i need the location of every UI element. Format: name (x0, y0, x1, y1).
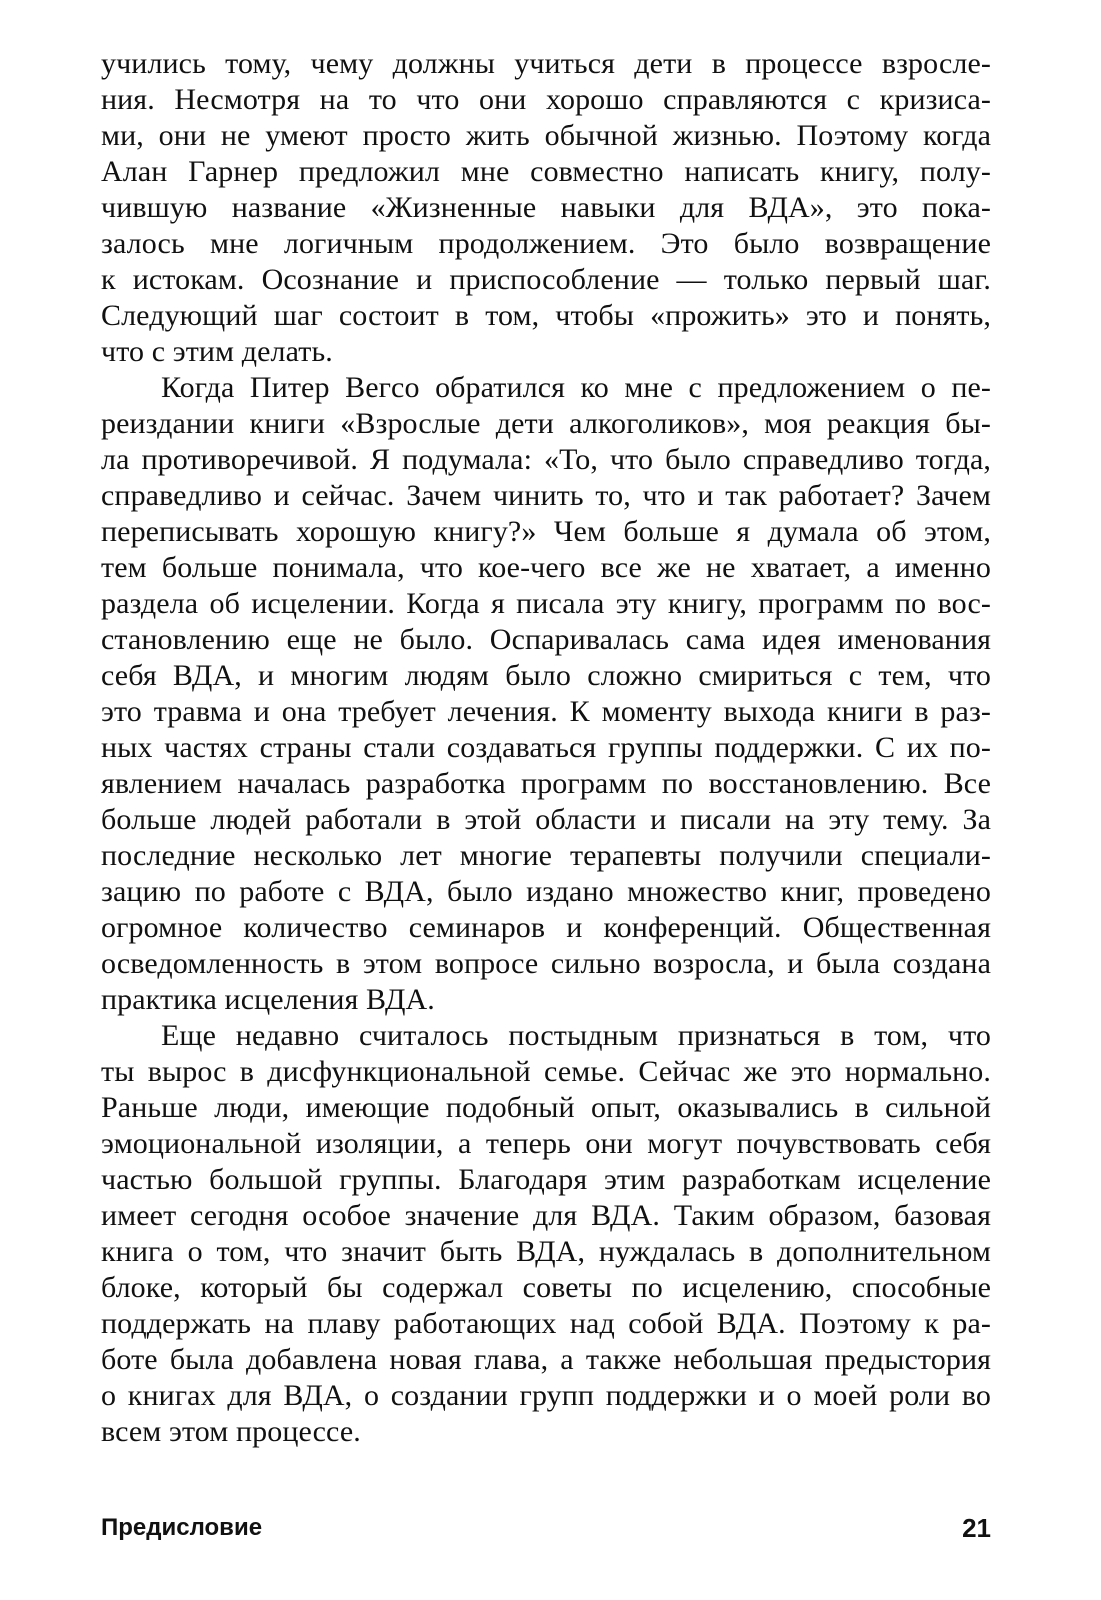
text-line: раздела об исцелении. Когда я писала эту книгу, программ по вос- (101, 587, 991, 620)
text-line: книга о том, что значит быть ВДА, нуждалась в дополнительном (101, 1235, 991, 1268)
text-line: частью большой группы. Благодаря этим разработкам исцеление (101, 1163, 991, 1196)
text-line: ми, они не умеют просто жить обычной жизнью. Поэтому когда (101, 119, 991, 152)
text-line: эмоциональной изоляции, а теперь они могут почувствовать себя (101, 1127, 991, 1160)
text-line: явлением началась разработка программ по восстановлению. Все (101, 767, 991, 800)
text-line: залось мне логичным продолжением. Это было возвращение (101, 227, 991, 260)
text-line: себя ВДА, и многим людям было сложно смириться с тем, что (101, 659, 991, 692)
text-line: поддержать на плаву работающих над собой ВДА. Поэтому к ра- (101, 1307, 991, 1340)
text-line: справедливо и сейчас. Зачем чинить то, что и так работает? Зачем (101, 479, 991, 512)
paragraph-1 (101, 46, 991, 370)
text-line: блоке, который бы содержал советы по исцелению, способные (101, 1271, 991, 1304)
text-line: учились тому, чему должны учиться дети в процессе взросле- (101, 47, 991, 80)
paragraph-2 (101, 370, 991, 1018)
text-line: имеет сегодня особое значение для ВДА. Таким образом, базовая (101, 1199, 991, 1232)
text-line: к истокам. Осознание и приспособление — только первый шаг. (101, 263, 991, 296)
text-line: это травма и она требует лечения. К моменту выхода книги в раз- (101, 695, 991, 728)
text-line: больше людей работали в этой области и писали на эту тему. За (101, 803, 991, 836)
text-line: Раньше люди, имеющие подобный опыт, оказывались в сильной (101, 1091, 991, 1124)
text-line: становлению еще не было. Оспаривалась сама идея именования (101, 623, 991, 656)
text-line: Следующий шаг состоит в том, чтобы «прожить» это и понять, (101, 299, 991, 332)
text-line: осведомленность в этом вопросе сильно возросла, и была создана (101, 947, 991, 980)
text-line: практика исцеления ВДА. (101, 983, 435, 1016)
text-line: боте была добавлена новая глава, а также небольшая предыстория (101, 1343, 991, 1376)
body-text (101, 46, 991, 1450)
text-line: огромное количество семинаров и конференций. Общественная (101, 911, 991, 944)
text-line: Алан Гарнер предложил мне совместно написать книгу, полу- (101, 155, 991, 188)
text-line: ния. Несмотря на то что они хорошо справляются с кризиса- (101, 83, 991, 116)
text-line: Еще недавно считалось постыдным признаться в том, что (161, 1019, 991, 1052)
text-line: тем больше понимала, что кое-чего все же не хватает, а именно (101, 551, 991, 584)
text-line: ных частях страны стали создаваться группы поддержки. С их по- (101, 731, 991, 764)
text-line: о книгах для ВДА, о создании групп поддержки и о моей роли во (101, 1379, 991, 1412)
running-footer-title: Предисловие (101, 1514, 263, 1541)
text-line: Когда Питер Вегсо обратился ко мне с предложением о пе- (161, 371, 991, 404)
text-line: что с этим делать. (101, 335, 333, 368)
text-line: переписывать хорошую книгу?» Чем больше я думала об этом, (101, 515, 991, 548)
text-line: последние несколько лет многие терапевты получили специали- (101, 839, 991, 872)
text-line: ты вырос в дисфункциональной семье. Сейчас же это нормально. (101, 1055, 991, 1088)
page-footer (101, 1510, 991, 1546)
text-line: чившую название «Жизненные навыки для ВДА», это пока- (101, 191, 991, 224)
text-line: реиздании книги «Взрослые дети алкоголиков», моя реакция бы- (101, 407, 991, 440)
paragraph-3 (101, 1018, 991, 1450)
text-line: ла противоречивой. Я подумала: «То, что было справедливо тогда, (101, 443, 991, 476)
text-line: всем этом процессе. (101, 1415, 361, 1448)
page-number: 21 (962, 1513, 991, 1543)
text-line: зацию по работе с ВДА, было издано множество книг, проведено (101, 875, 991, 908)
